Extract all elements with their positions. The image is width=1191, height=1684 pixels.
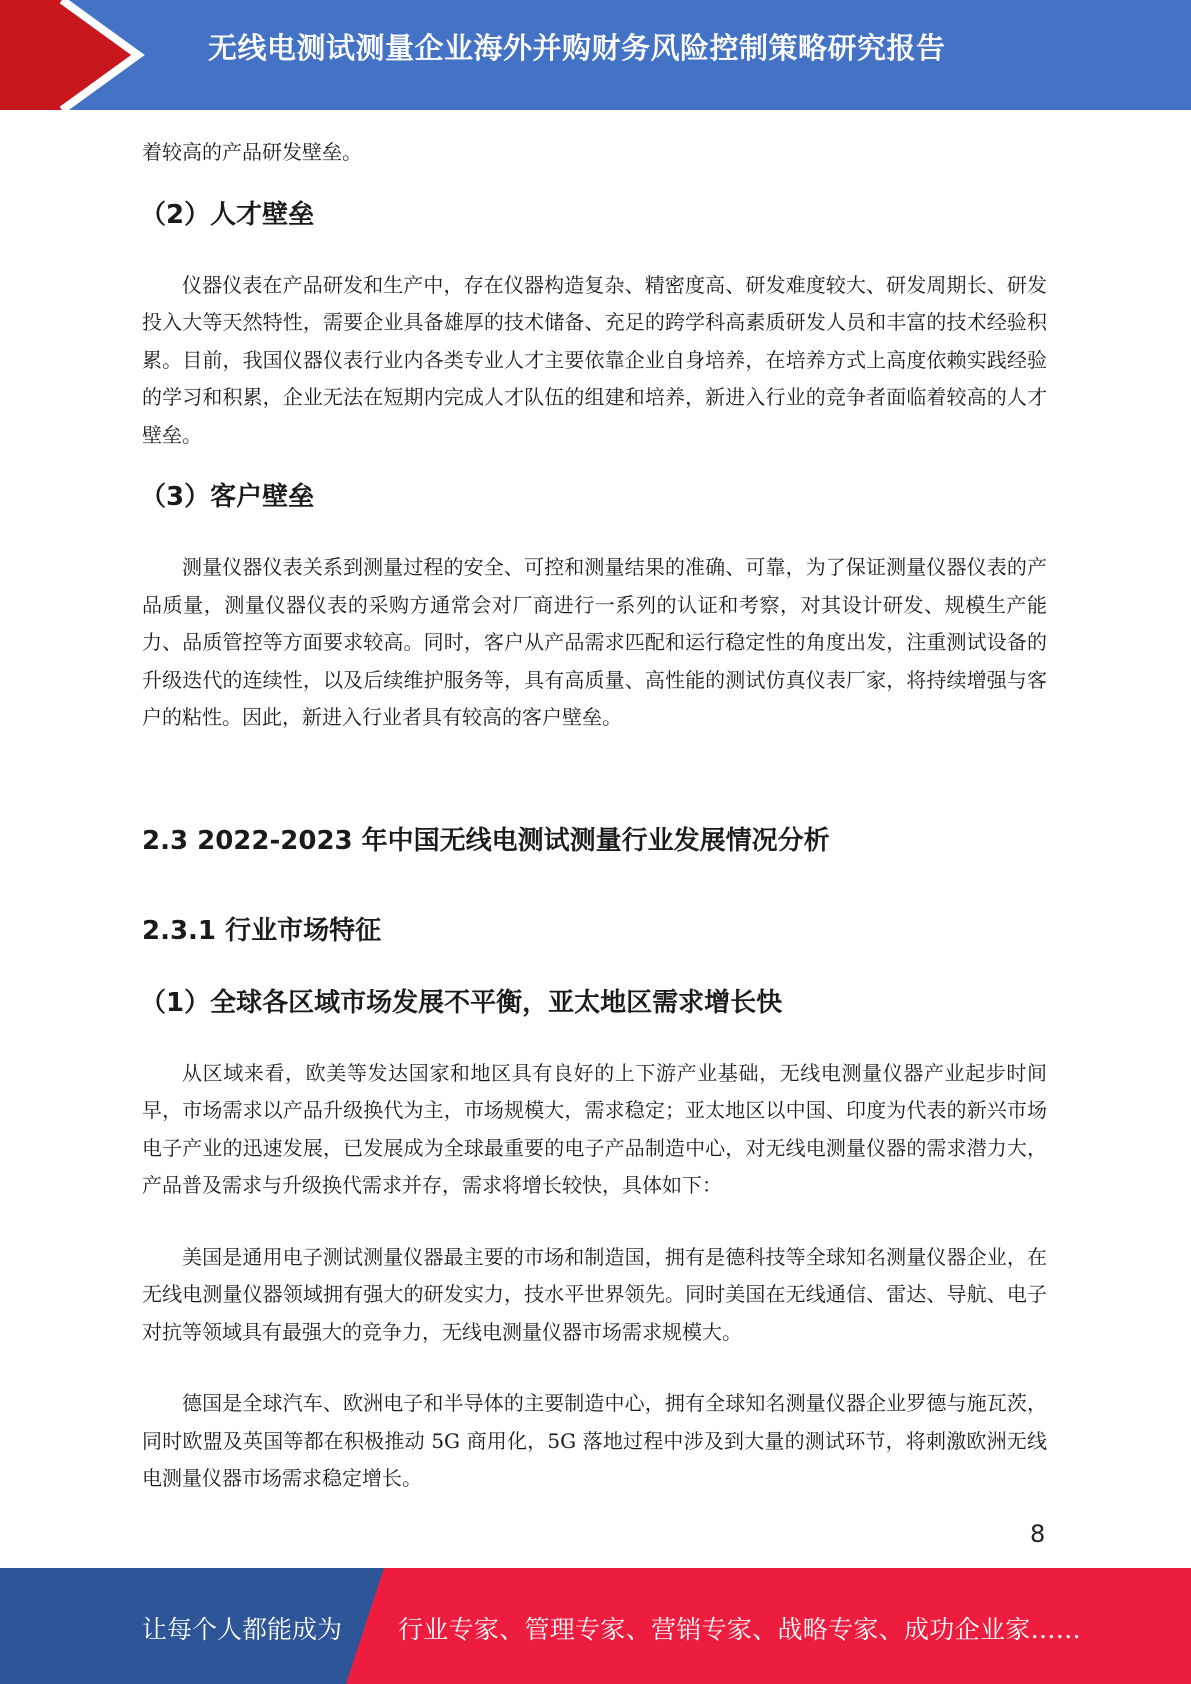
footer-slogan-left: 让每个人都能成为: [142, 1615, 343, 1644]
section-2-3-1-heading: 2.3.1 行业市场特征: [142, 915, 382, 946]
footer-slogan-right: 行业专家、管理专家、营销专家、战略专家、成功企业家……: [398, 1615, 1082, 1644]
intro-tail-paragraph: 着较高的产品研发壁垒。: [142, 140, 362, 164]
market-heading: （1）全球各区域市场发展不平衡，亚太地区需求增长快: [140, 987, 783, 1018]
talent-barrier-paragraph: 仪器仪表在产品研发和生产中，存在仪器构造复杂、精密度高、研发难度较大、研发周期长、研发投入大等天然特性，需要企业具备雄厚的技术储备、充足的跨学科高素质研发人员和丰富的技术经验积累。目前，我国仪器仪表行业内各类专业人才主要依靠企业自身培养，在培养方式上高度依赖实践经验的学习和积累，企业无法在短期内完成人才队伍的组建和培养，新进入行业的竞争者面临着较高的人才壁垒。: [142, 272, 1047, 447]
talent-barrier-heading: （2）人才壁垒: [140, 199, 315, 230]
page-header: [0, 0, 1191, 110]
page-footer: [0, 1568, 1191, 1684]
customer-barrier-paragraph: 测量仪器仪表关系到测量过程的安全、可控和测量结果的准确、可靠，为了保证测量仪器仪表的产品质量，测量仪器仪表的采购方通常会对厂商进行一系列的认证和考察，对其设计研发、规模生产能力、品质管控等方面要求较高。同时，客户从产品需求匹配和运行稳定性的角度出发，注重测试设备的升级迭代的连续性，以及后续维护服务等，具有高质量、高性能的测试仿真仪表厂家，将持续增强与客户的粘性。因此，新进入行业者具有较高的客户壁垒。: [142, 555, 1047, 729]
market-paragraph-1: 从区域来看，欧美等发达国家和地区具有良好的上下游产业基础，无线电测量仪器产业起步时间早，市场需求以产品升级换代为主，市场规模大，需求稳定；亚太地区以中国、印度为代表的新兴市场电子产业的迅速发展，已发展成为全球最重要的电子产品制造中心，对无线电测量仪器的需求潜力大，产品普及需求与升级换代需求并存，需求将增长较快，具体如下：: [142, 1060, 1047, 1197]
page-content: [142, 134, 1047, 1498]
market-paragraph-3: 德国是全球汽车、欧洲电子和半导体的主要制造中心，拥有全球知名测量仪器企业罗德与施瓦茨，同时欧盟及英国等都在积极推动 5G 商用化，5G 落地过程中涉及到大量的测试环节，将刺激欧洲无线电测量仪器市场需求稳定增长。: [142, 1391, 1047, 1490]
page-number: 8: [1030, 1520, 1046, 1548]
report-title: 无线电测试测量企业海外并购财务风险控制策略研究报告: [208, 31, 946, 65]
market-paragraph-2: 美国是通用电子测试测量仪器最主要的市场和制造国，拥有是德科技等全球知名测量仪器企业，在无线电测量仪器领域拥有强大的研发实力，技水平世界领先。同时美国在无线通信、雷达、导航、电子对抗等领域具有最强大的竞争力，无线电测量仪器市场需求规模大。: [142, 1244, 1047, 1344]
section-2-3-heading: 2.3 2022-2023 年中国无线电测试测量行业发展情况分析: [142, 825, 830, 856]
customer-barrier-heading: （3）客户壁垒: [140, 482, 315, 512]
